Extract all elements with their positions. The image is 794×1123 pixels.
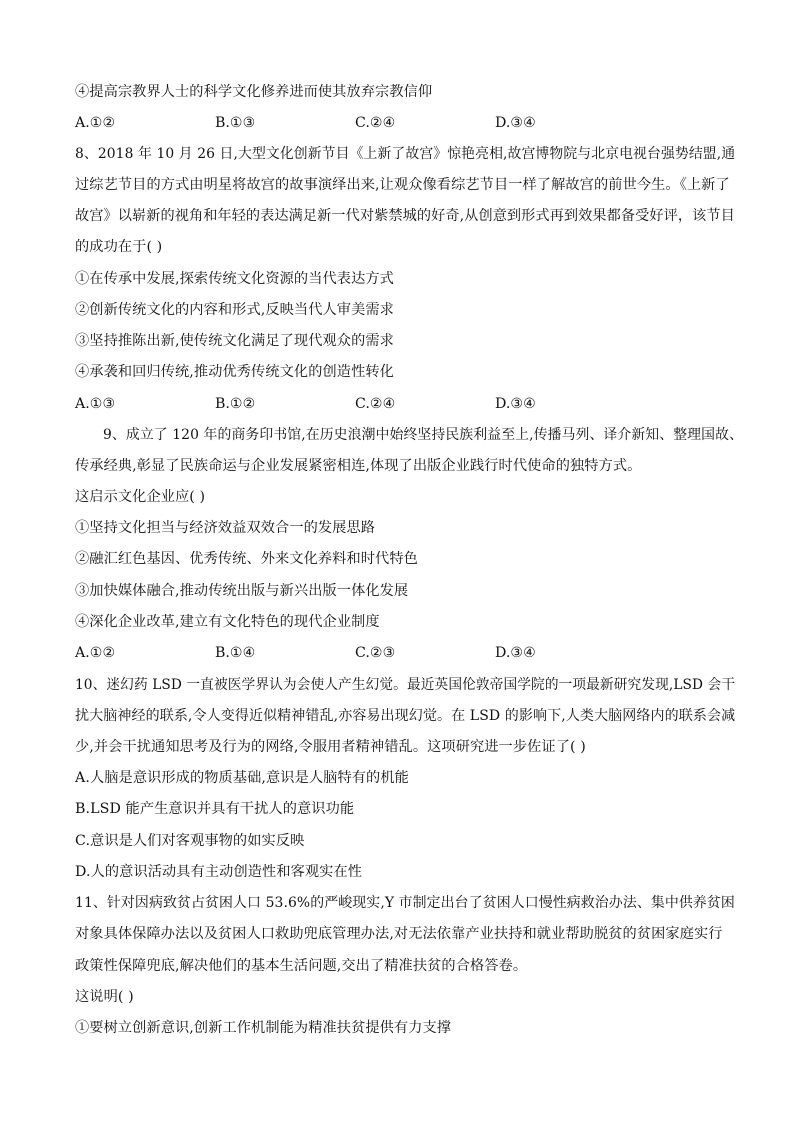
q10-option-a: A.人脑是意识形成的物质基础,意识是人脑特有的机能 xyxy=(75,770,409,786)
q7-option-4: ④提高宗教界人士的科学文化修养进而使其放弃宗教信仰 xyxy=(75,84,433,100)
q9-choice-c: C.②③ xyxy=(355,645,396,661)
q7-choice-c: C.②④ xyxy=(355,115,396,131)
q8-choice-c: C.②④ xyxy=(355,396,396,412)
q8-stem-line-2: 过综艺节目的方式由明星将故宫的故事演绎出来,让观众像看综艺节目一样了解故宫的前世今生。《上新了 xyxy=(75,177,730,193)
q9-choice-b: B.①④ xyxy=(215,645,256,661)
q8-choice-a: A.①③ xyxy=(75,396,116,412)
q10-option-c: C.意识是人们对客观事物的如实反映 xyxy=(75,833,305,849)
q8-option-4: ④承袭和回归传统,推动优秀传统文化的创造性转化 xyxy=(75,364,394,380)
q11-stem-line-4: 这说明( ) xyxy=(75,989,134,1005)
q9-stem-line-1: 9、成立了 120 年的商务印书馆,在历史浪潮中始终坚持民族利益至上,传播马列、译介新知、整理国故、 xyxy=(103,427,744,443)
q11-stem-line-2: 对象具体保障办法以及贫困人口救助兜底管理办法,对无法依靠产业扶持和就业帮助脱贫的贫困家庭实行 xyxy=(75,926,723,942)
q8-choice-d: D.③④ xyxy=(495,396,536,412)
q10-option-b: B.LSD 能产生意识并具有干扰人的意识功能 xyxy=(75,801,355,817)
q9-option-2: ②融汇红色基因、优秀传统、外来文化养料和时代特色 xyxy=(75,551,418,567)
q9-choice-a: A.①② xyxy=(75,645,116,661)
q11-option-1: ①要树立创新意识,创新工作机制能为精准扶贫提供有力支撑 xyxy=(75,1020,452,1036)
q9-option-1: ①坚持文化担当与经济效益双效合一的发展思路 xyxy=(75,520,376,536)
q10-stem-line-2: 扰大脑神经的联系,令人变得近似精神错乱,亦容易出现幻觉。在 LSD 的影响下,人类大脑网络内的联系会减 xyxy=(75,708,736,724)
q9-option-4: ④深化企业改革,建立有文化特色的现代企业制度 xyxy=(75,614,380,630)
q7-choice-a: A.①② xyxy=(75,115,116,131)
q8-stem-line-1: 8、2018 年 10 月 26 日,大型文化创新节目《上新了故宫》惊艳亮相,故宫博物院与北京电视台强势结盟,通 xyxy=(75,146,736,162)
q8-stem-line-4: 的成功在于( ) xyxy=(75,239,163,255)
q9-choice-d: D.③④ xyxy=(495,645,536,661)
q10-stem-line-1: 10、迷幻药 LSD 一直被医学界认为会使人产生幻觉。最近英国伦敦帝国学院的一项最新研究发现,LSD 会干 xyxy=(75,677,736,693)
q8-option-3: ③坚持推陈出新,使传统文化满足了现代观众的需求 xyxy=(75,333,394,349)
q10-option-d: D.人的意识活动具有主动创造性和客观实在性 xyxy=(75,864,363,880)
q9-stem-line-2: 传承经典,彰显了民族命运与企业发展紧密相连,体现了出版企业践行时代使命的独特方式。 xyxy=(75,458,642,474)
q7-choice-b: B.①③ xyxy=(215,115,256,131)
q10-stem-line-3: 少,并会干扰通知思考及行为的网络,令服用者精神错乱。这项研究进一步佐证了( ) xyxy=(75,739,586,755)
q11-stem-line-1: 11、针对因病致贫占贫困人口 53.6%的严峻现实,Y 市制定出台了贫困人口慢性病救治办法、集中供养贫困 xyxy=(75,895,735,911)
q8-option-1: ①在传承中发展,探索传统文化资源的当代表达方式 xyxy=(75,271,394,287)
q8-choice-b: B.①② xyxy=(215,396,256,412)
q8-option-2: ②创新传统文化的内容和形式,反映当代人审美需求 xyxy=(75,302,394,318)
q9-stem-line-3: 这启示文化企业应( ) xyxy=(75,489,206,505)
q7-choice-d: D.③④ xyxy=(495,115,536,131)
q11-stem-line-3: 政策性保障兜底,解决他们的基本生活问题,交出了精准扶贫的合格答卷。 xyxy=(75,958,528,974)
q9-option-3: ③加快媒体融合,推动传统出版与新兴出版一体化发展 xyxy=(75,583,409,599)
q8-stem-line-3: 故宫》以崭新的视角和年轻的表达满足新一代对紫禁城的好奇,从创意到形式再到效果都备受好评，该节目 xyxy=(75,208,735,224)
